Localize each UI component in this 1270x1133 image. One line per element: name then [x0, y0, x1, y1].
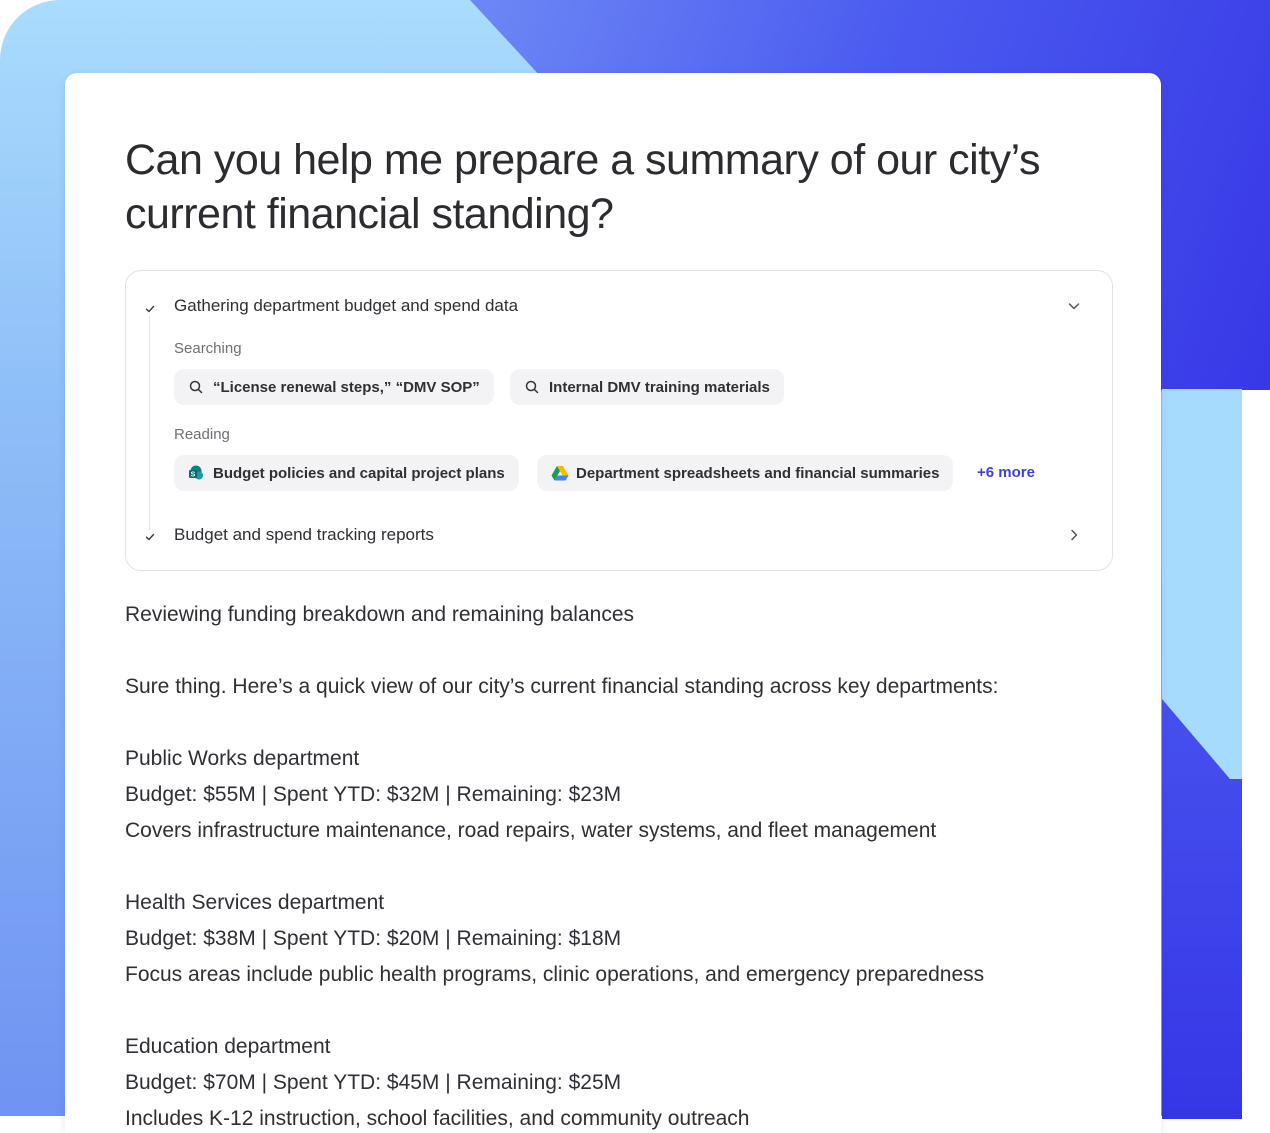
- department-note: Focus areas include public health programs, clinic operations, and emergency preparedness: [125, 963, 985, 986]
- check-icon: [143, 530, 157, 544]
- department-name: Public Works department: [125, 747, 360, 770]
- chevron-right-icon[interactable]: [1066, 527, 1082, 543]
- department-figures: Budget: $55M | Spent YTD: $32M | Remaining: $23M: [125, 783, 622, 806]
- search-chip[interactable]: [510, 369, 784, 405]
- step-title-budget-reports[interactable]: Budget and spend tracking reports: [174, 525, 434, 544]
- department-figures: Budget: $70M | Spent YTD: $45M | Remaining: $25M: [125, 1071, 622, 1094]
- search-chip[interactable]: [174, 369, 494, 405]
- response-intro: Sure thing. Here’s a quick view of our city’s current financial standing across key departments:: [125, 675, 999, 698]
- svg-text:S: S: [190, 471, 196, 479]
- step-title-gathering[interactable]: Gathering department budget and spend data: [174, 296, 519, 315]
- response-status: Reviewing funding breakdown and remaining balances: [125, 603, 634, 626]
- background-shape-right-light: [1162, 389, 1242, 699]
- reading-chip-label: Budget policies and capital project plans: [213, 464, 505, 482]
- department-name: Health Services department: [125, 891, 385, 914]
- check-icon: [143, 302, 157, 316]
- department-name: Education department: [125, 1035, 331, 1058]
- google-drive-icon: [551, 465, 567, 481]
- search-icon: [188, 379, 204, 395]
- department-note: Covers infrastructure maintenance, road repairs, water systems, and fleet management: [125, 819, 937, 842]
- reading-label: Reading: [174, 426, 230, 443]
- search-chip-label: “License renewal steps,” “DMV SOP”: [213, 378, 480, 396]
- reading-chip[interactable]: [174, 455, 519, 491]
- progress-steps-panel: [125, 270, 1113, 571]
- user-question: Can you help me prepare a summary of our city’s current financial standing?: [125, 136, 1040, 238]
- sharepoint-icon: [188, 465, 204, 481]
- reading-chip[interactable]: [537, 455, 953, 491]
- department-figures: Budget: $38M | Spent YTD: $20M | Remaining: $18M: [125, 927, 622, 950]
- chat-card: [65, 73, 1161, 1133]
- department-note: Includes K-12 instruction, school facilities, and community outreach: [125, 1107, 750, 1130]
- reading-chip-label: Department spreadsheets and financial summaries: [576, 464, 940, 482]
- search-icon: [524, 379, 540, 395]
- search-chip-label: Internal DMV training materials: [549, 378, 770, 396]
- chevron-down-icon[interactable]: [1066, 298, 1082, 314]
- more-sources-link[interactable]: +6 more: [977, 464, 1035, 481]
- searching-label: Searching: [174, 340, 242, 357]
- step-connector-line: [149, 313, 150, 533]
